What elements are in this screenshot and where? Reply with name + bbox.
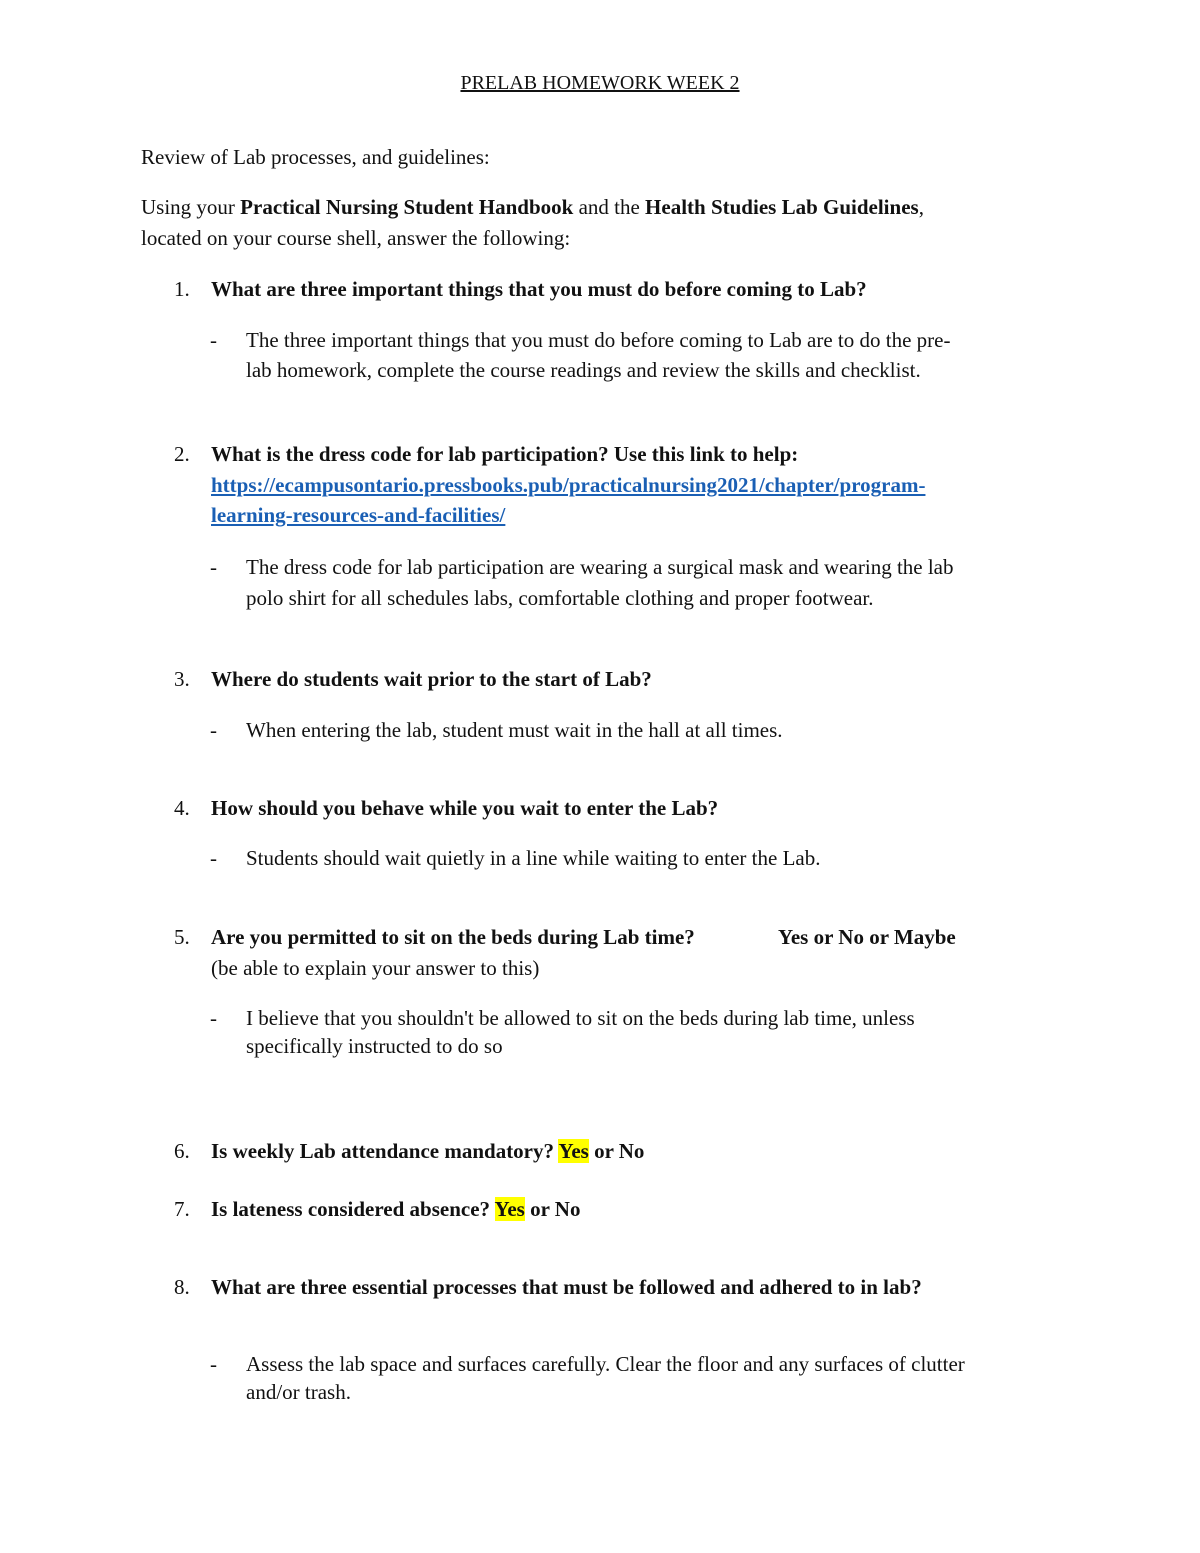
question-number: 2. <box>174 442 190 466</box>
page-title: PRELAB HOMEWORK WEEK 2 <box>460 72 740 94</box>
answer-line: Students should wait quietly in a line while waiting to enter the Lab. <box>246 846 821 870</box>
answer-line: lab homework, complete the course readings and review the skills and checklist. <box>246 358 921 382</box>
question-number: 3. <box>174 667 190 691</box>
selected-answer-highlight: Yes <box>494 1197 525 1221</box>
question-number: 4. <box>174 796 190 820</box>
answer-dash: - <box>210 1352 217 1376</box>
question-number: 8. <box>174 1275 190 1299</box>
dress-code-link-continued[interactable]: learning-resources-and-facilities/ <box>211 503 506 527</box>
intro-using-line <box>141 195 924 220</box>
answer-dash: - <box>210 328 217 352</box>
question-alternative: or No <box>588 1139 645 1163</box>
question-number: 7. <box>174 1197 190 1221</box>
question-number: 6. <box>174 1139 190 1163</box>
question-text: Are you permitted to sit on the beds during Lab time? <box>211 925 695 949</box>
answer-dash: - <box>210 555 217 579</box>
answer-line: I believe that you shouldn't be allowed to sit on the beds during lab time, unless <box>246 1006 915 1030</box>
intro-comma: , <box>918 195 924 219</box>
question-text: Is weekly Lab attendance mandatory? <box>211 1139 559 1163</box>
answer-dash: - <box>210 718 217 742</box>
handbook-name: Practical Nursing Student Handbook <box>240 195 574 219</box>
question-number: 5. <box>174 925 190 949</box>
answer-line: The three important things that you must do before coming to Lab are to do the pre- <box>246 328 951 352</box>
question-text: How should you behave while you wait to enter the Lab? <box>211 796 719 820</box>
answer-dash: - <box>210 1006 217 1030</box>
question-text: Is lateness considered absence? <box>211 1197 495 1221</box>
question-text: What are three important things that you must do before coming to Lab? <box>211 277 867 301</box>
answer-line: The dress code for lab participation are wearing a surgical mask and wearing the lab <box>246 555 954 579</box>
answer-dash: - <box>210 846 217 870</box>
guidelines-name: Health Studies Lab Guidelines <box>645 195 919 219</box>
intro-located-line: located on your course shell, answer the following: <box>141 226 571 250</box>
answer-line: Assess the lab space and surfaces carefully. Clear the floor and any surfaces of clutter <box>246 1352 965 1376</box>
intro-using-prefix: Using your <box>141 195 241 219</box>
question-line <box>211 1139 644 1164</box>
question-subtext: (be able to explain your answer to this) <box>211 956 540 980</box>
selected-answer-highlight: Yes <box>558 1139 589 1163</box>
answer-line: polo shirt for all schedules labs, comfortable clothing and proper footwear. <box>246 586 874 610</box>
question-text: Where do students wait prior to the start of Lab? <box>211 667 652 691</box>
intro-and-the: and the <box>573 195 646 219</box>
question-text: What is the dress code for lab participation? Use this link to help: <box>211 442 799 466</box>
answer-line: When entering the lab, student must wait in the hall at all times. <box>246 718 783 742</box>
question-options: Yes or No or Maybe <box>778 925 956 949</box>
dress-code-link[interactable]: https://ecampusontario.pressbooks.pub/practicalnursing2021/chapter/program- <box>211 473 926 497</box>
question-line <box>211 1197 580 1222</box>
answer-line: and/or trash. <box>246 1380 351 1404</box>
question-alternative: or No <box>524 1197 581 1221</box>
answer-line: specifically instructed to do so <box>246 1034 503 1058</box>
intro-review-line: Review of Lab processes, and guidelines: <box>141 145 490 169</box>
question-text: What are three essential processes that must be followed and adhered to in lab? <box>211 1275 922 1299</box>
question-number: 1. <box>174 277 190 301</box>
